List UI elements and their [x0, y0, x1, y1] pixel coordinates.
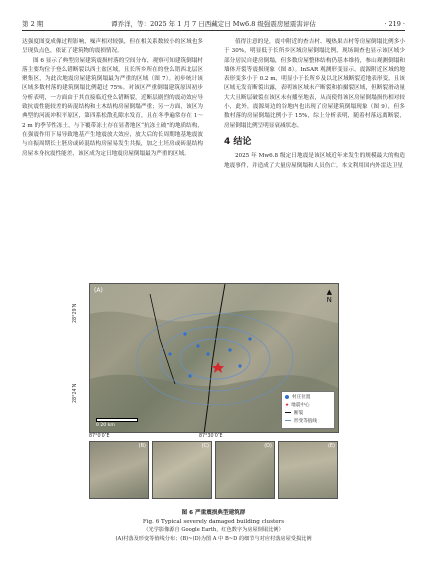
- lat-label: 28°24′N: [73, 383, 78, 403]
- caption-en: Fig. 6 Typical severely damaged building clusters: [142, 518, 285, 525]
- left-column: [22, 38, 203, 159]
- scale-label: 0 20 km: [96, 423, 115, 428]
- north-label: N: [326, 296, 332, 304]
- lon-label: 87°30′0″E: [199, 434, 223, 439]
- caption-note: （光学影像源自 Google Earth，红色数字为房屋倒塌比例）: [143, 527, 284, 534]
- panel-label-d: (D): [264, 443, 272, 449]
- map-legend: 村庄位置 ★ 地震中心 断裂 形变等值线: [281, 391, 335, 429]
- issue-number: 第 2 期: [22, 20, 44, 28]
- legend-village: 村庄位置: [292, 395, 311, 400]
- section-heading: 4 结论: [224, 136, 252, 147]
- lat-label: 28°29′N: [73, 303, 78, 323]
- running-title: 谭乔洋，等：2025 年 1 月 7 日西藏定日 Mw6.8 级强震房屋震害评估: [111, 20, 316, 28]
- caption-cn: 图 6 严重震损典型建筑群: [181, 510, 246, 516]
- page-number: · 219 ·: [384, 20, 405, 28]
- detail-panel-e: [278, 441, 338, 499]
- epicenter-star: [212, 362, 224, 373]
- overview-map: [89, 283, 339, 433]
- lon-label: 87°0′0″E: [89, 434, 110, 439]
- figure-caption: [22, 509, 405, 543]
- scale-bar: [96, 418, 138, 428]
- detail-panels: [89, 441, 339, 501]
- north-arrow: ▲ N: [326, 288, 332, 304]
- panel-label-b: (B): [138, 443, 146, 449]
- paragraph: 图 6 显示了典型房屋建筑震损村落的空间分布，观察可知建筑倒塌村落主要均位于登么错断裂以西土盆区域，且长所乡所在的登么错西北层区聚集区，为此次地震房屋建筑倒塌最为严重的区域（图 7）。初步统计该区域多数村落的建筑倒塌比例超过 75%。对该区严重倒塌建筑原因初步分析表明，一方面由于其直接临近登么错断裂，近断层剧烈的震动效应导致抗震性能较差的砖混结构和土木结构房屋倒塌严重；另一方面，该区为典型的河流冲积平原区，第四系松散孔隙水发育，且在冬季遍常存在 1～2 m 的季节性冻土，与下覆带冻土存在显著地区“抗冻土破”的地质结构，在强震作用下易导致地基产生地震放大效应，放大后的长周期地基地震波与自振周期长土胚房或砖混结构房屋易发生共振，加之土坯房或砖混结构房屋本身抗震性能差，该区成为定日地震房屋倒塌最为严重的区域。: [22, 57, 203, 157]
- detail-panel-b: [89, 441, 149, 499]
- right-column: [224, 38, 405, 171]
- detail-panel-c: [152, 441, 212, 499]
- panel-label-a: (A): [94, 287, 103, 294]
- panel-label-c: (C): [201, 443, 209, 449]
- paragraph: 2025 年 Mw6.8 级定日地震是该区域近年来发生的规模最大的构造地震事件，并造成了大量房屋倒塌和人员伤亡。本文利用国内外雷达卫星: [224, 153, 405, 169]
- legend-epicenter: 地震中心: [291, 403, 310, 408]
- panel-label-e: (E): [327, 443, 335, 449]
- caption-note: (A)村落及形变等值线分布；(B)~(D)为图 A 中 B~D 的细节与对应村落房屋受损比例: [115, 535, 312, 542]
- paragraph: 值得注意的是，震中附近的查吉村、嘎热果吉村等房屋倒塌比例多小于 30%，明显低于长所乡区域房屋倒塌比例，现场调查也显示该区域少部分居民自建房倒塌，但多数房屋整体结构仍基本维持，参山观测倒塌和墙体开裂等震损现象（图 8）。InSAR 观测形变显示，震源附近区域的地表形变多小于 0.2 m，明显小于长所乡及以北区域断裂近地表形变，且该区域无发育断裂出露，表明该区域未产断裂和拍摄裂区域，但断裂滑动量大大且断层破裂在该区未有播至地表，从而使得该区房屋倒塌损伤相对较小，此外，震源周边的谷地内也出现了房屋建筑倒塌现象（图 9），但多数村落的房屋倒塌比例小于 15%，综上分析表明，随着村落远离断裂，房屋倒塌比例呈明显衰减状态。: [224, 39, 405, 129]
- figure-6: [73, 283, 339, 501]
- running-header: [22, 18, 405, 31]
- legend-contour: 形变等值线: [294, 419, 317, 424]
- paragraph: 达强度图变成像过程影响，噪声相对较强，但在相关系数较小的区域也多呈现负点色，依证了建筑物的震损情况。: [22, 39, 203, 55]
- legend-fault: 断裂: [294, 411, 304, 416]
- detail-panel-d: [215, 441, 275, 499]
